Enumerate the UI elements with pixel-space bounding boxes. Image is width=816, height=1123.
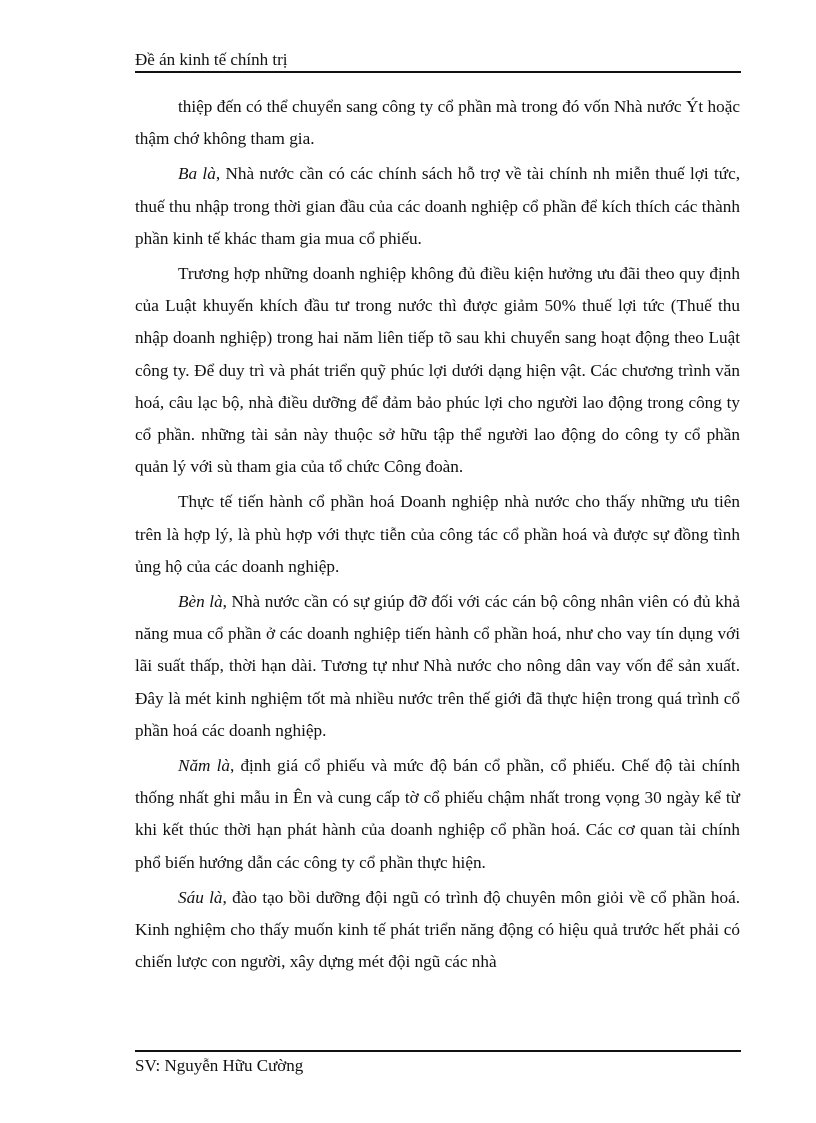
paragraph-4-text: Thực tế tiến hành cổ phần hoá Doanh nghiệp nhà nước cho thấy những ưu tiên trên là hợp lý, là phù hợp với thực tiễn của công tác cổ phần hoá và được sự đồng tình ủng hộ của các doanh nghiệp.: [135, 492, 740, 576]
paragraph-2-lead-in: Ba là: [178, 164, 216, 184]
paragraph-4: [135, 486, 740, 583]
paragraph-6-text: , định giá cổ phiếu và mức độ bán cổ phần, cổ phiếu. Chế độ tài chính thống nhất ghi mẫu in Ên và cung cấp tờ cổ phiếu chậm nhất trong vọng 30 ngày kể từ khi kết thúc thời hạn phát hành của doanh nghiệp cổ phần hoá. Các cơ quan tài chính phổ biến hướng dẫn các công ty cổ phần thực hiện.: [135, 756, 741, 872]
footer-divider: [135, 1050, 741, 1052]
document-body: [135, 91, 740, 978]
paragraph-1: [135, 91, 740, 155]
header-divider: [135, 71, 741, 73]
paragraph-3-text: Trương hợp những doanh nghiệp không đủ điều kiện hưởng ưu đãi theo quy định của Luật khuyến khích đầu tư trong nước thì được giảm 50% thuế lợi tức (Thuế thu nhập doanh nghiệp) trong hai năm liên tiếp tõ sau khi chuyển sang hoạt động theo Luật công ty. Để duy trì và phát triển quỹ phúc lợi dưới dạng hiện vật. Các chương trình văn hoá, câu lạc bộ, nhà điều dưỡng để đảm bảo phúc lợi cho người lao động trong công ty cổ phần. những tài sản này thuộc sở hữu tập thể người lao động do công ty cổ phần quản lý với sù tham gia của tổ chức Công đoàn.: [135, 264, 740, 477]
paragraph-7-text: , đào tạo bồi dưỡng đội ngũ có trình độ chuyên môn giỏi về cổ phần hoá. Kinh nghiệm cho thấy muốn kinh tế phát triển năng động có hiệu quả trước hết phải có chiến lược con người, xây dựng mét đội ngũ các nhà: [135, 887, 740, 972]
paragraph-7-lead-in: Sáu là: [178, 887, 223, 907]
paragraph-7: [135, 882, 740, 979]
paragraph-3: [135, 258, 740, 483]
page-header-title: Đề án kinh tế chính trị: [135, 50, 288, 69]
paragraph-6: [135, 750, 740, 879]
page-footer-author: SV: Nguyễn Hữu Cường: [135, 1056, 304, 1075]
paragraph-2-text: , Nhà nước cần có các chính sách hỗ trợ về tài chính nh miễn thuế lợi tức, thuế thu nhập trong thời gian đầu của các doanh nghiệp cổ phần để kích thích các thành phần kinh tế khác tham gia mua cổ phiếu.: [135, 164, 741, 248]
paragraph-6-lead-in: Năm là: [178, 756, 230, 776]
paragraph-5-text: , Nhà nước cần có sự giúp đỡ đối với các cán bộ công nhân viên có đủ khả năng mua cổ phần ở các doanh nghiệp tiến hành cổ phần hoá, như cho vay tín dụng với lãi suất thấp, thời hạn dài. Tương tự như Nhà nước cho nông dân vay vốn để sản xuất. Đây là mét kinh nghiệm tốt mà nhiều nước trên thế giới đã thực hiện trong quá trình cổ phần hoá các doanh nghiệp.: [135, 592, 740, 740]
paragraph-5: [135, 586, 740, 747]
paragraph-5-lead-in: Bèn là: [178, 592, 223, 612]
paragraph-1-text: thiệp đến có thể chuyển sang công ty cổ phần mà trong đó vốn Nhà nước Ýt hoặc thậm chớ không tham gia.: [135, 97, 740, 149]
paragraph-2: [135, 158, 740, 255]
